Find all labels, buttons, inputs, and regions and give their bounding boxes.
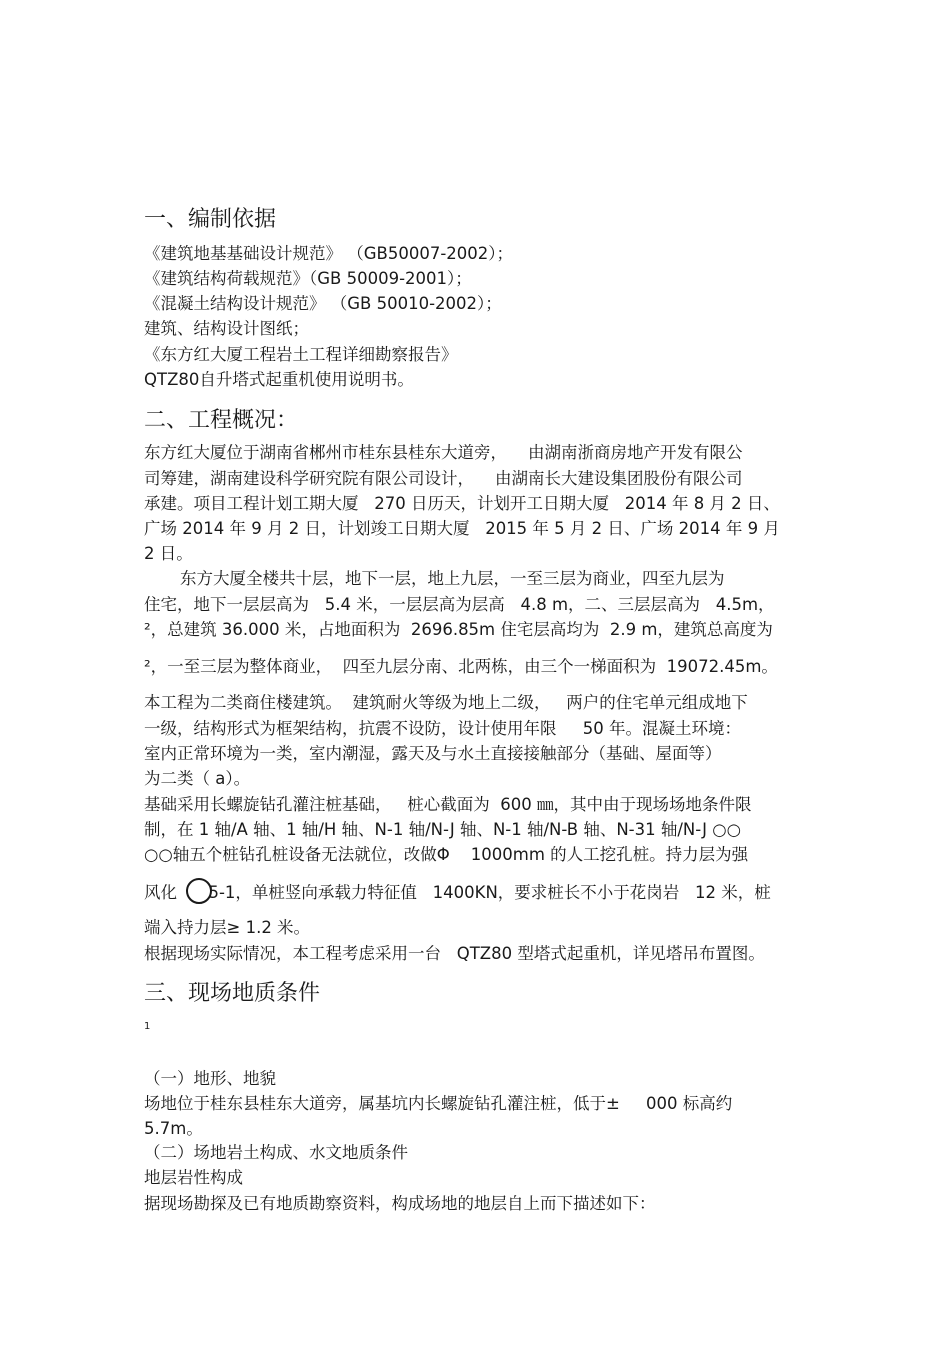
paragraph-line: （一）地形、地貌: [144, 1069, 276, 1088]
paragraph-line: 东方大厦全楼共十层，地下一层，地上九层，一至三层为商业，四至九层为: [180, 569, 725, 588]
section-heading-basis: 一、编制依据: [144, 207, 277, 232]
paragraph-line: 住宅，地下一层层高为 5.4 米，一层层高为层高 4.8 m，二、三层层高为 4.5m，: [144, 595, 775, 614]
paragraph-line: 5.7m。: [144, 1119, 203, 1138]
paragraph-line: （二）场地岩土构成、水文地质条件: [144, 1143, 408, 1162]
paragraph-line: 一级，结构形式为框架结构，抗震不设防，设计使用年限 50 年。混凝土环境：: [144, 719, 741, 738]
paragraph-line: 承建。项目工程计划工期大厦 270 日历天，计划开工日期大厦 2014 年 8 月 2 日、: [144, 494, 780, 513]
paragraph-line: 端入持力层≥ 1.2 米。: [144, 918, 311, 937]
paragraph-line: ²，总建筑 36.000 米，占地面积为 2696.85m 住宅层高均为 2.9 m，建筑总高度为: [144, 620, 773, 639]
section-heading-geology: 三、现场地质条件: [144, 981, 321, 1006]
paragraph-line: 据现场勘探及已有地质勘察资料，构成场地的地层自上而下描述如下：: [144, 1194, 656, 1213]
paragraph-line: 地层岩性构成: [144, 1168, 243, 1187]
paragraph-line: 司筹建，湖南建设科学研究院有限公司设计， 由湖南长大建设集团股份有限公司: [144, 469, 743, 488]
paragraph-line: 《建筑地基基础设计规范》 （GB50007-2002）；: [144, 244, 514, 263]
paragraph-line: ²，一至三层为整体商业， 四至九层分南、北两栋，由三个一梯面积为 19072.45m。: [144, 657, 778, 676]
paragraph-line: 广场 2014 年 9 月 2 日，计划竣工日期大厦 2015 年 5 月 2 日、广场 2014 年 9 月: [144, 519, 780, 538]
paragraph-line: 基础采用长螺旋钻孔灌注桩基础， 桩心截面为 600 ㎜，其中由于现场场地条件限: [144, 795, 752, 814]
paragraph-line: QTZ80自升塔式起重机使用说明书。: [144, 370, 414, 389]
page-number: 1: [144, 1021, 151, 1032]
paragraph-line: 本工程为二类商住楼建筑。 建筑耐火等级为地上二级， 两户的住宅单元组成地下: [144, 693, 748, 712]
paragraph-line: ○○轴五个桩钻孔桩设备无法就位，改做Φ 1000mm 的人工挖孔桩。持力层为强: [144, 845, 749, 864]
paragraph-line: 制，在 1 轴/A 轴、1 轴/H 轴、N-1 轴/N-J 轴、N-1 轴/N-B 轴、N-31 轴/N-J ○○: [144, 820, 742, 839]
paragraph-line: 为二类（ a）。: [144, 769, 251, 788]
paragraph-line: 2 日。: [144, 544, 193, 563]
paragraph-line: 《混凝土结构设计规范》 （GB 50010-2002）；: [144, 294, 502, 313]
paragraph-line: 室内正常环境为一类，室内潮湿，露天及与水土直接接触部分（基础、屋面等）: [144, 744, 722, 763]
paragraph-line: 东方红大厦位于湖南省郴州市桂东县桂东大道旁， 由湖南浙商房地产开发有限公: [144, 443, 743, 462]
paragraph-line: 建筑、结构设计图纸；: [144, 319, 309, 338]
paragraph-line: 根据现场实际情况，本工程考虑采用一台 QTZ80 型塔式起重机，详见塔吊布置图。: [144, 944, 765, 963]
section-heading-overview: 二、工程概况：: [144, 408, 299, 433]
paragraph-line: 《建筑结构荷载规范》（GB 50009-2001）；: [144, 269, 472, 288]
paragraph-line: 风化 5-1，单桩竖向承载力特征值 1400KN，要求桩长不小于花岗岩 12 米，桩: [144, 883, 771, 902]
paragraph-line: 场地位于桂东县桂东大道旁，属基坑内长螺旋钻孔灌注桩，低于± 000 标高约: [144, 1094, 733, 1113]
paragraph-line: 《东方红大厦工程岩土工程详细勘察报告》: [144, 345, 458, 364]
